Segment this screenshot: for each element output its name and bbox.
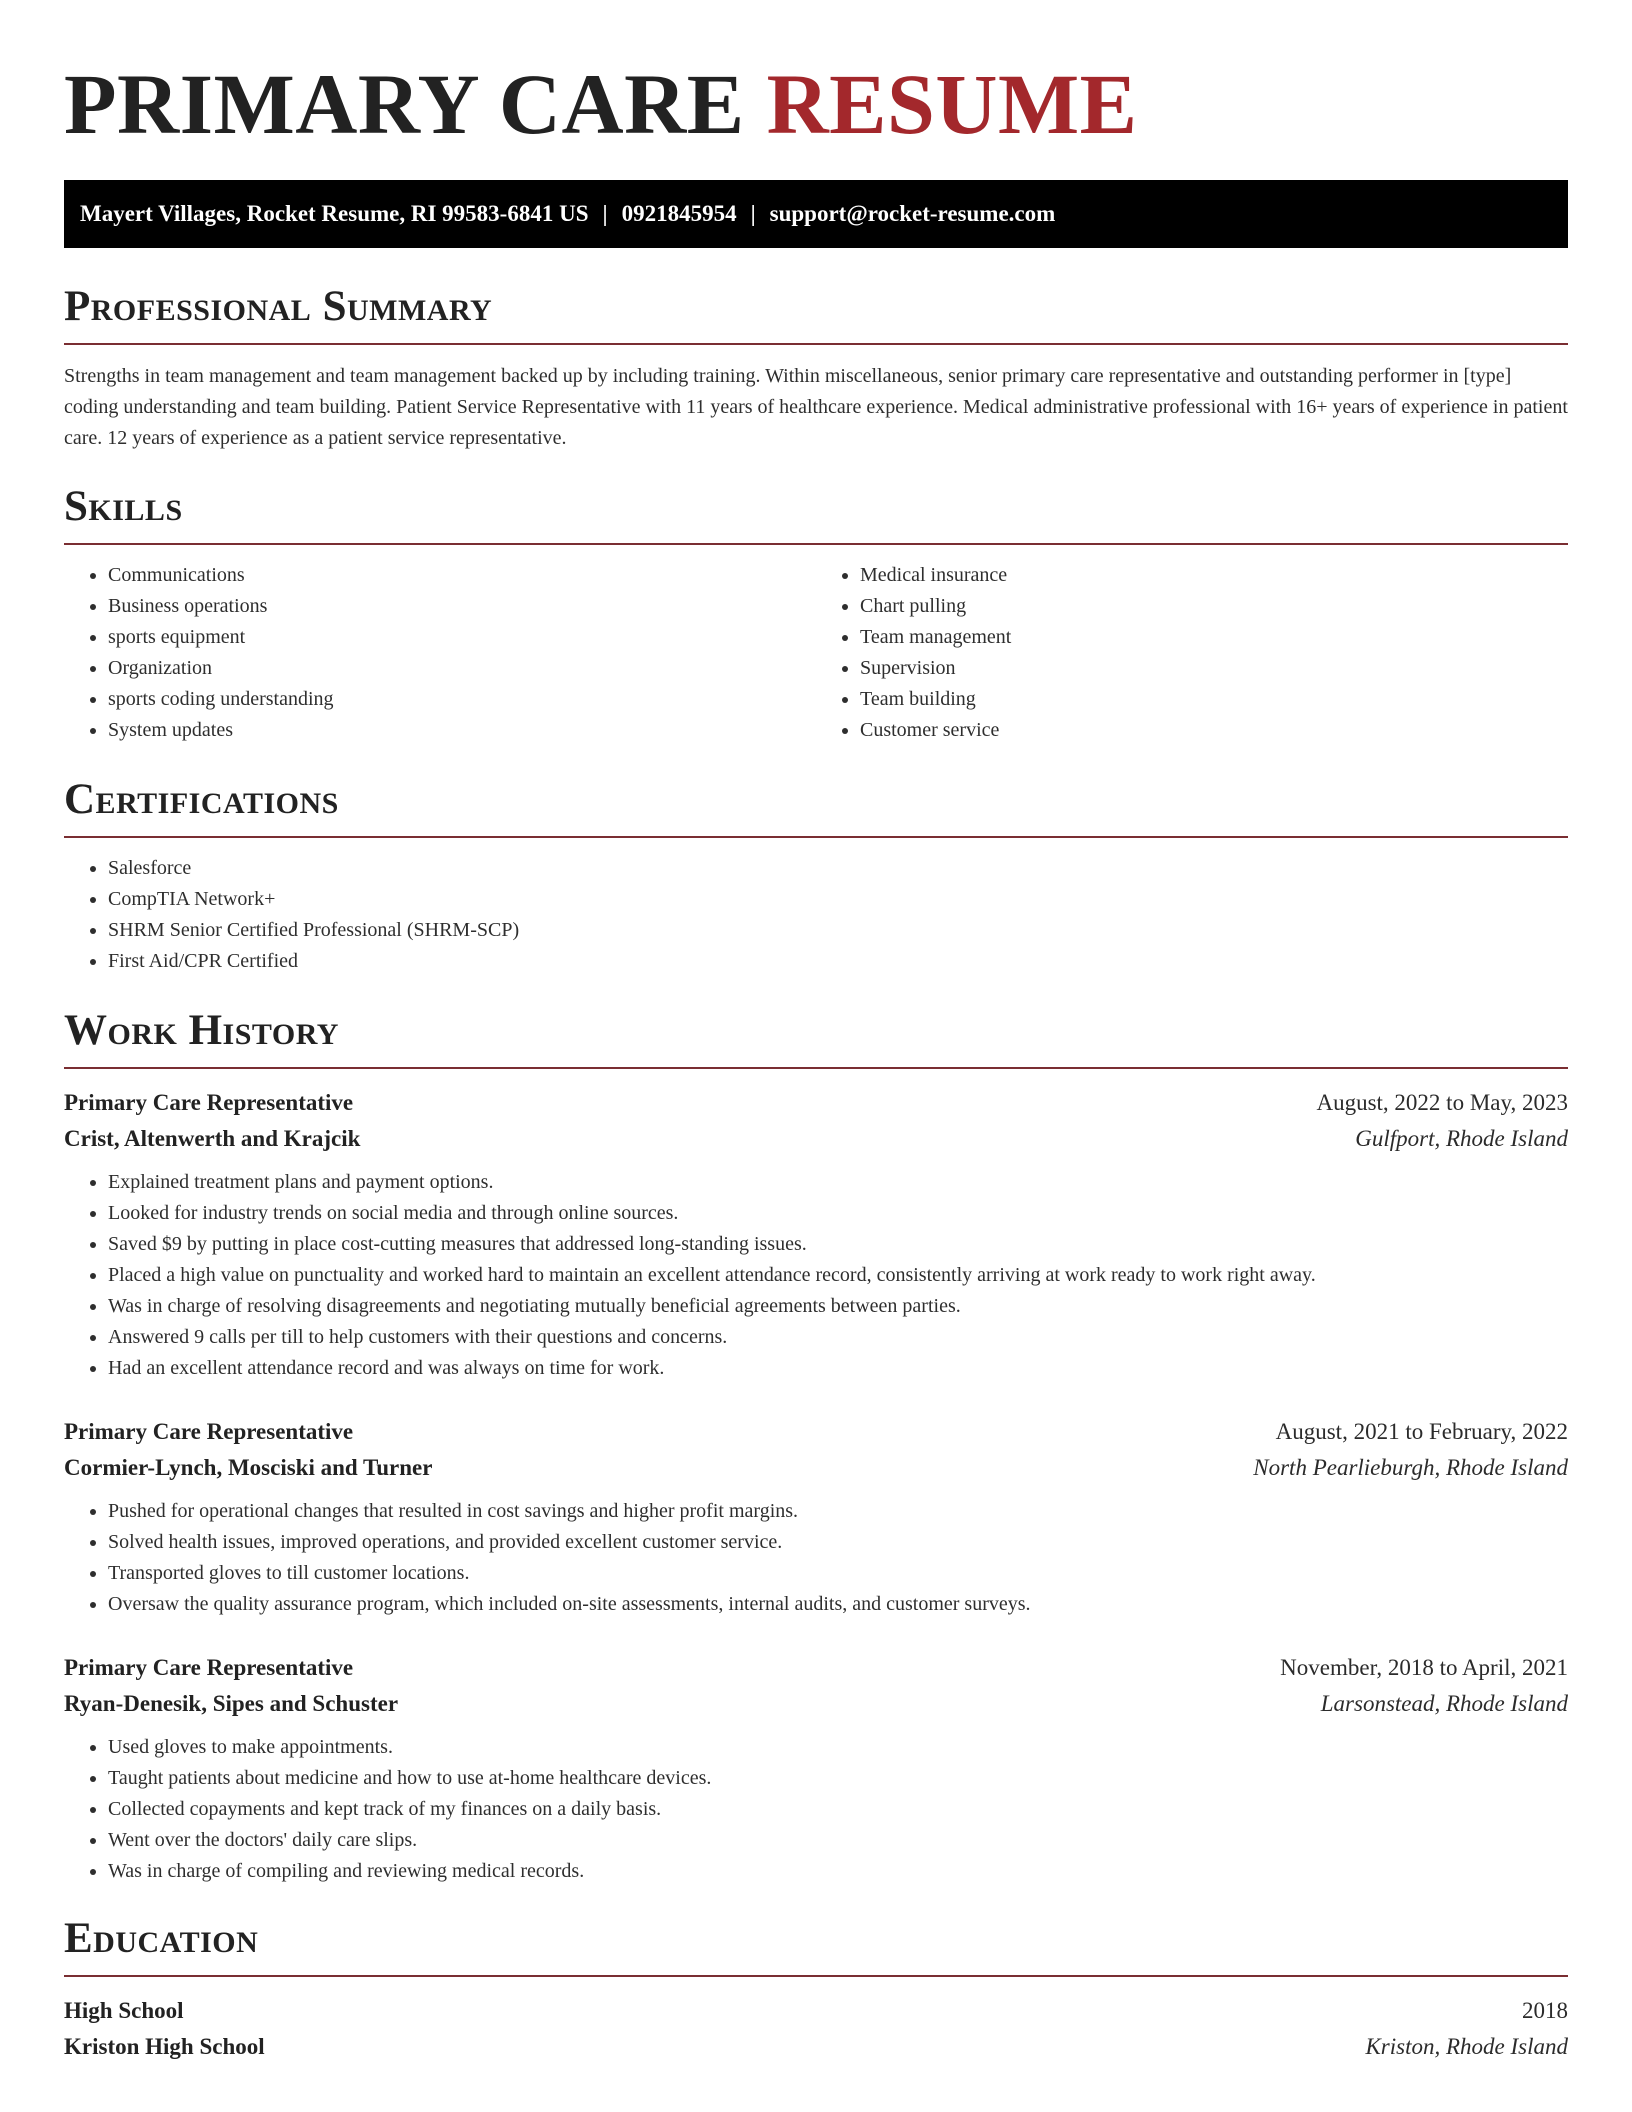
job-header-row (64, 1414, 1568, 1450)
certifications-heading: Certifications (64, 776, 339, 823)
skills-column-right (816, 560, 1568, 746)
contact-separator: | (750, 201, 756, 226)
skill-item: • Business operations (108, 591, 816, 622)
job-bullet: • Was in charge of compiling and reviewing medical records. (108, 1856, 1568, 1887)
job-entry (64, 1085, 1568, 1384)
education-school-row (64, 2029, 1568, 2065)
skill-item: • Customer service (860, 715, 1568, 746)
job-bullet: • Looked for industry trends on social media and through online sources. (108, 1198, 1568, 1229)
certifications-list (64, 853, 1568, 977)
job-bullets (64, 1496, 1568, 1620)
skills-list-right (816, 560, 1568, 746)
job-title: Primary Care Representative (64, 1090, 354, 1115)
skills-grid (64, 560, 1568, 746)
job-bullet: • Pushed for operational changes that resulted in cost savings and higher profit margins. (108, 1496, 1568, 1527)
job-bullet: • Oversaw the quality assurance program, which included on-site assessments, internal audits, and customer surveys. (108, 1589, 1568, 1620)
skill-item: • System updates (108, 715, 816, 746)
job-title: Primary Care Representative (64, 1655, 354, 1680)
job-bullets (64, 1167, 1568, 1384)
education-degree: High School (64, 1998, 184, 2023)
education-year: 2018 (1522, 1998, 1568, 2023)
job-company: Crist, Altenwerth and Krajcik (64, 1126, 361, 1151)
job-header-row (64, 1085, 1568, 1121)
section-divider (64, 836, 1568, 838)
section-divider (64, 1067, 1568, 1069)
skills-column-left (64, 560, 816, 746)
job-bullet: • Saved $9 by putting in place cost-cutting measures that addressed long-standing issues. (108, 1229, 1568, 1260)
job-company-row (64, 1450, 1568, 1486)
job-bullet: • Taught patients about medicine and how to use at-home healthcare devices. (108, 1763, 1568, 1794)
work-history-section (64, 1005, 1568, 1887)
skill-item: • sports coding understanding (108, 684, 816, 715)
job-location: Larsonstead, Rhode Island (1320, 1691, 1568, 1716)
job-location: Gulfport, Rhode Island (1355, 1126, 1568, 1151)
section-divider (64, 343, 1568, 345)
work-history-heading: Work History (64, 1007, 339, 1054)
skill-item: • Medical insurance (860, 560, 1568, 591)
skill-item: • sports equipment (108, 622, 816, 653)
job-title: Primary Care Representative (64, 1419, 354, 1444)
job-dates: August, 2021 to February, 2022 (1275, 1419, 1568, 1444)
education-location: Kriston, Rhode Island (1365, 2034, 1568, 2059)
summary-heading: Professional Summary (64, 283, 493, 330)
title-main: PRIMARY CARE (64, 56, 745, 152)
job-company: Ryan-Denesik, Sipes and Schuster (64, 1691, 399, 1716)
contact-separator: | (602, 201, 608, 226)
contact-address: Mayert Villages, Rocket Resume, RI 99583-6841 US (80, 201, 589, 226)
job-bullet: • Explained treatment plans and payment options. (108, 1167, 1568, 1198)
job-location: North Pearlieburgh, Rhode Island (1253, 1455, 1568, 1480)
skill-item: • Supervision (860, 653, 1568, 684)
job-dates: November, 2018 to April, 2021 (1280, 1655, 1568, 1680)
education-section (64, 1913, 1568, 2065)
education-entry (64, 1993, 1568, 2065)
contact-email[interactable]: support@rocket-resume.com (769, 201, 1056, 226)
skill-item: • Chart pulling (860, 591, 1568, 622)
section-divider (64, 1975, 1568, 1977)
job-bullets (64, 1732, 1568, 1887)
title-accent: RESUME (766, 56, 1138, 152)
job-bullet: • Placed a high value on punctuality and worked hard to maintain an excellent attendance record, consistently arriving at work ready to work right away. (108, 1260, 1568, 1291)
certifications-section (64, 774, 1568, 977)
job-header-row (64, 1650, 1568, 1686)
job-bullet: • Used gloves to make appointments. (108, 1732, 1568, 1763)
summary-text: Strengths in team management and team management backed up by including training. Within miscellaneous, senior primary care representative and outstanding performer in [type] coding understanding and team building. Patient Service Representative with 11 years of healthcare experience. Medical administrative professional with 16+ years of experience in patient care. 12 years of experience as a patient service representative. (64, 365, 1568, 449)
contact-bar (64, 180, 1568, 248)
certification-item: • Salesforce (108, 853, 1568, 884)
skill-item: • Communications (108, 560, 816, 591)
certification-item: • SHRM Senior Certified Professional (SHRM-SCP) (108, 915, 1568, 946)
skill-item: • Team building (860, 684, 1568, 715)
skills-list-left (64, 560, 816, 746)
education-school: Kriston High School (64, 2034, 265, 2059)
job-bullet: • Transported gloves to till customer locations. (108, 1558, 1568, 1589)
job-bullet: • Solved health issues, improved operations, and provided excellent customer service. (108, 1527, 1568, 1558)
contact-phone[interactable]: 0921845954 (621, 201, 737, 226)
skills-section (64, 481, 1568, 746)
section-divider (64, 543, 1568, 545)
job-bullet: • Was in charge of resolving disagreements and negotiating mutually beneficial agreements between parties. (108, 1291, 1568, 1322)
job-bullet: • Went over the doctors' daily care slips. (108, 1825, 1568, 1856)
job-bullet: • Answered 9 calls per till to help customers with their questions and concerns. (108, 1322, 1568, 1353)
job-bullet: • Had an excellent attendance record and was always on time for work. (108, 1353, 1568, 1384)
certification-item: • CompTIA Network+ (108, 884, 1568, 915)
skill-item: • Organization (108, 653, 816, 684)
job-company-row (64, 1686, 1568, 1722)
skill-item: • Team management (860, 622, 1568, 653)
certification-item: • First Aid/CPR Certified (108, 946, 1568, 977)
education-header-row (64, 1993, 1568, 2029)
job-bullet: • Collected copayments and kept track of my finances on a daily basis. (108, 1794, 1568, 1825)
job-entry (64, 1414, 1568, 1620)
summary-section (64, 281, 1568, 454)
resume-title (64, 54, 1568, 154)
job-dates: August, 2022 to May, 2023 (1316, 1090, 1568, 1115)
job-entry (64, 1650, 1568, 1887)
skills-heading: Skills (64, 483, 183, 530)
job-company: Cormier-Lynch, Mosciski and Turner (64, 1455, 433, 1480)
job-company-row (64, 1121, 1568, 1157)
education-heading: Education (64, 1915, 259, 1962)
